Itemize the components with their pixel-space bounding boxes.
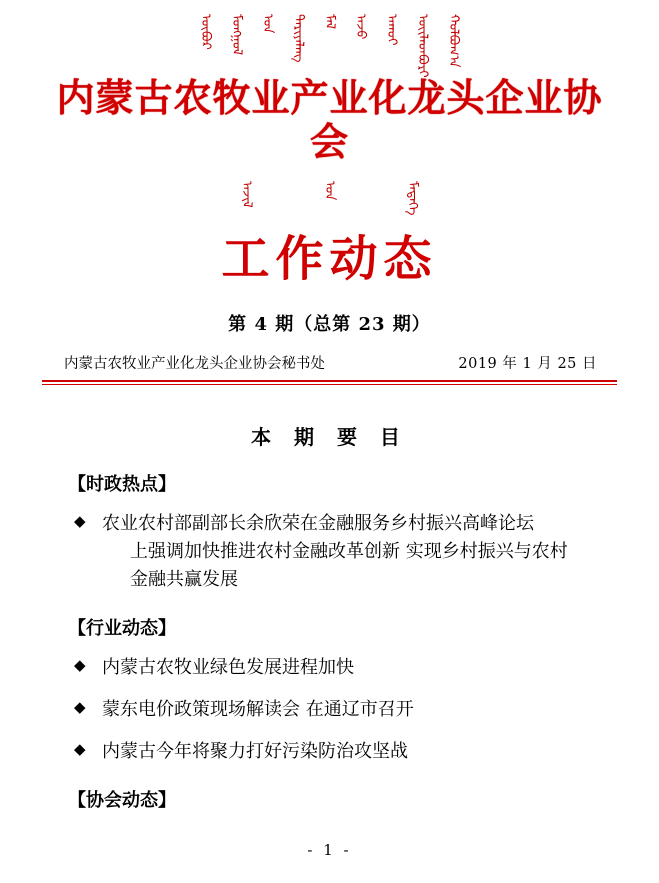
toc-entry-text: 内蒙古农牧业绿色发展进程加快 xyxy=(102,656,354,678)
toc-entry[interactable] xyxy=(40,696,619,724)
mongolian-glyph: ᠠᠵᠤ xyxy=(353,14,368,40)
toc-entry-line: 上强调加快推进农村金融改革创新 实现乡村振兴与农村 xyxy=(130,541,568,563)
mongolian-script-band-top xyxy=(40,0,619,78)
toc-entry-text xyxy=(74,510,619,594)
diamond-bullet-icon: ◆ xyxy=(74,655,86,674)
masthead-divider xyxy=(40,380,619,385)
mongolian-glyph: ᠤᠨ xyxy=(322,181,337,201)
masthead-meta xyxy=(40,352,619,373)
diamond-bullet-icon: ◆ xyxy=(74,512,86,531)
mongolian-glyph: ᠲᠠᠷᠢᠶᠠᠯᠠᠩ xyxy=(291,14,306,63)
toc-entry[interactable] xyxy=(40,510,619,594)
bulletin-name: 工作动态 xyxy=(221,231,438,288)
masthead-title: 内蒙古农牧业产业化龙头企业协会 xyxy=(56,75,603,164)
issue-number: 第 4 期（总第 23 期） xyxy=(228,314,431,336)
toc-entry-text: 蒙东电价政策现场解读会 在通辽市召开 xyxy=(102,698,414,720)
mongolian-glyph: ᠮᠣᠩᠭᠤᠯ xyxy=(229,14,244,56)
toc-entry[interactable] xyxy=(40,738,619,766)
toc-entry-line: 农业农村部副部长余欣荣在金融服务乡村振兴高峰论坛 xyxy=(102,513,534,535)
mongolian-glyph: ᠦᠪᠦᠷ xyxy=(198,14,213,50)
diamond-bullet-icon: ◆ xyxy=(74,739,86,758)
diamond-bullet-icon: ◆ xyxy=(74,697,86,716)
publish-date: 2019 年 1 月 25 日 xyxy=(458,356,597,373)
mongolian-glyph: ᠬᠤᠯᠪᠤᠭ᠎ᠠ xyxy=(446,14,461,68)
divider-thin-line xyxy=(42,384,617,385)
mongolian-glyph: ᠠᠵᠢᠯ xyxy=(239,181,254,209)
toc-entry-line: 金融共赢发展 xyxy=(130,568,238,590)
toc-section-heading: 【时政热点】 xyxy=(68,474,176,496)
toc-section-heading: 【协会动态】 xyxy=(68,789,176,811)
divider-thick-line xyxy=(42,380,617,382)
toc-title: 本 期 要 目 xyxy=(251,425,408,450)
mongolian-glyph: ᠤᠨ xyxy=(260,14,275,34)
publisher-text: 内蒙古农牧业产业化龙头企业协会秘书处 xyxy=(64,356,325,373)
mongolian-glyph: ᠮᠡᠳᠡᠭᠡ xyxy=(405,181,420,216)
toc-entry-text: 内蒙古今年将聚力打好污染防治攻坚战 xyxy=(102,740,408,762)
mongolian-glyph: ᠮᠠᠯ xyxy=(322,14,337,30)
page-number: - 1 - xyxy=(307,841,352,859)
toc-entry[interactable] xyxy=(40,654,619,682)
mongolian-script-band-second xyxy=(40,181,619,231)
toc-section-heading: 【行业动态】 xyxy=(68,617,176,639)
mongolian-glyph: ᠠᠬᠤᠢ xyxy=(384,14,399,46)
mongolian-glyph: ᠦᠢᠯᠡᠳᠪᠦᠷᠢ xyxy=(415,14,430,78)
